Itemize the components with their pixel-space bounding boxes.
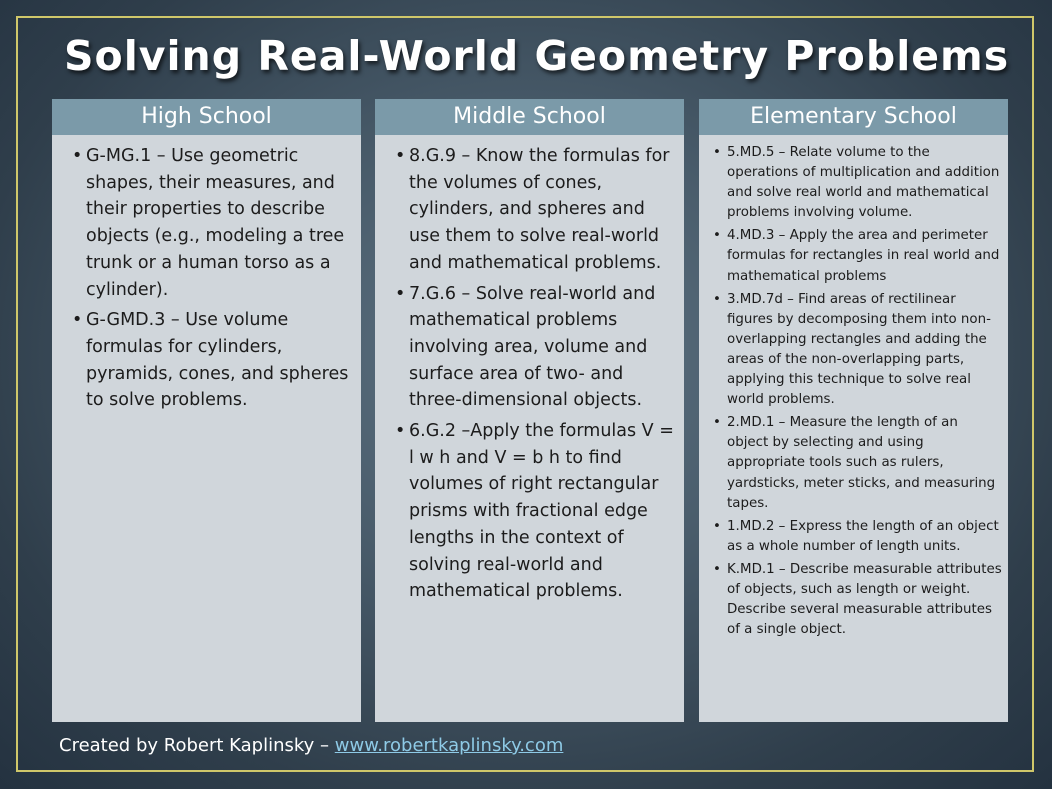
bullet-icon: • (713, 145, 721, 160)
list-item-text: 4.MD.3 – Apply the area and perimeter formulas for rectangles in real world and mathematical problems (727, 228, 1000, 284)
list-item (395, 143, 674, 277)
list-item-text: 2.MD.1 – Measure the length of an object by selecting and using appropriate tools such as rulers, yardsticks, meter sticks, and measuring tapes. (727, 415, 996, 511)
list-item-text: 6.G.2 –Apply the formulas V = l w h and V = b h to find volumes of right rectangular prisms with fractional edge lengths in the context of solving real-world and mathematical problems. (409, 421, 674, 602)
bullet-icon: • (395, 283, 406, 304)
list-item (713, 517, 1002, 557)
standards-list (395, 143, 674, 605)
bullet-icon: • (72, 310, 83, 331)
bullet-icon: • (713, 518, 721, 534)
list-item (713, 560, 1002, 640)
list-item-text: G-GMD.3 – Use volume formulas for cylinders, pyramids, cones, and spheres to solve problems. (86, 310, 349, 411)
bullet-icon: • (713, 561, 721, 577)
list-item (713, 413, 1002, 513)
list-item (395, 418, 674, 605)
list-item (713, 143, 1002, 223)
list-item-text: 8.G.9 – Know the formulas for the volumes of cones, cylinders, and spheres and use them to solve real-world and mathematical problems. (409, 146, 670, 273)
column-heading: Elementary School (699, 99, 1008, 135)
list-item-text: 3.MD.7d – Find areas of rectilinear figures by decomposing them into non-overlapping rectangles and adding the areas of the non-overlapping parts, applying this technique to solve real world problems. (727, 291, 991, 408)
column-middle-school (375, 99, 684, 722)
column-body (375, 135, 684, 722)
column-heading: High School (52, 99, 361, 135)
bullet-icon: • (395, 146, 406, 166)
column-heading: Middle School (375, 99, 684, 135)
list-item-text: K.MD.1 – Describe measurable attributes of objects, such as length or weight. Describe several measurable attributes of a single object. (727, 561, 1002, 638)
list-item (395, 281, 674, 415)
bullet-icon: • (713, 228, 721, 244)
bullet-icon: • (713, 291, 721, 307)
column-high-school (52, 99, 361, 722)
list-item-text: G-MG.1 – Use geometric shapes, their measures, and their properties to describe objects (e.g., modeling a tree trunk or a human torso as a cylinder). (86, 146, 345, 300)
credit-text: Created by Robert Kaplinsky – (59, 735, 335, 756)
credit-footer (59, 735, 563, 756)
bullet-icon: • (713, 415, 721, 431)
column-body (699, 135, 1008, 722)
list-item (713, 226, 1002, 286)
column-body (52, 135, 361, 722)
list-item (72, 143, 351, 303)
standards-list (713, 143, 1002, 640)
list-item-text: 5.MD.5 – Relate volume to the operations of multiplication and addition and solve real world and mathematical problems involving volume. (727, 145, 1000, 221)
list-item-text: 7.G.6 – Solve real-world and mathematical problems involving area, volume and surface area of two- and three-dimensional objects. (409, 283, 656, 411)
website-link[interactable]: www.robertkaplinsky.com (334, 735, 564, 756)
column-elementary-school (699, 99, 1008, 722)
list-item (72, 307, 351, 414)
bullet-icon: • (395, 421, 406, 442)
list-item (713, 290, 1002, 411)
standards-list (72, 143, 351, 414)
list-item-text: 1.MD.2 – Express the length of an object as a whole number of length units. (727, 518, 999, 554)
bullet-icon: • (72, 146, 83, 166)
slide-title: Solving Real-World Geometry Problems (64, 32, 1010, 80)
